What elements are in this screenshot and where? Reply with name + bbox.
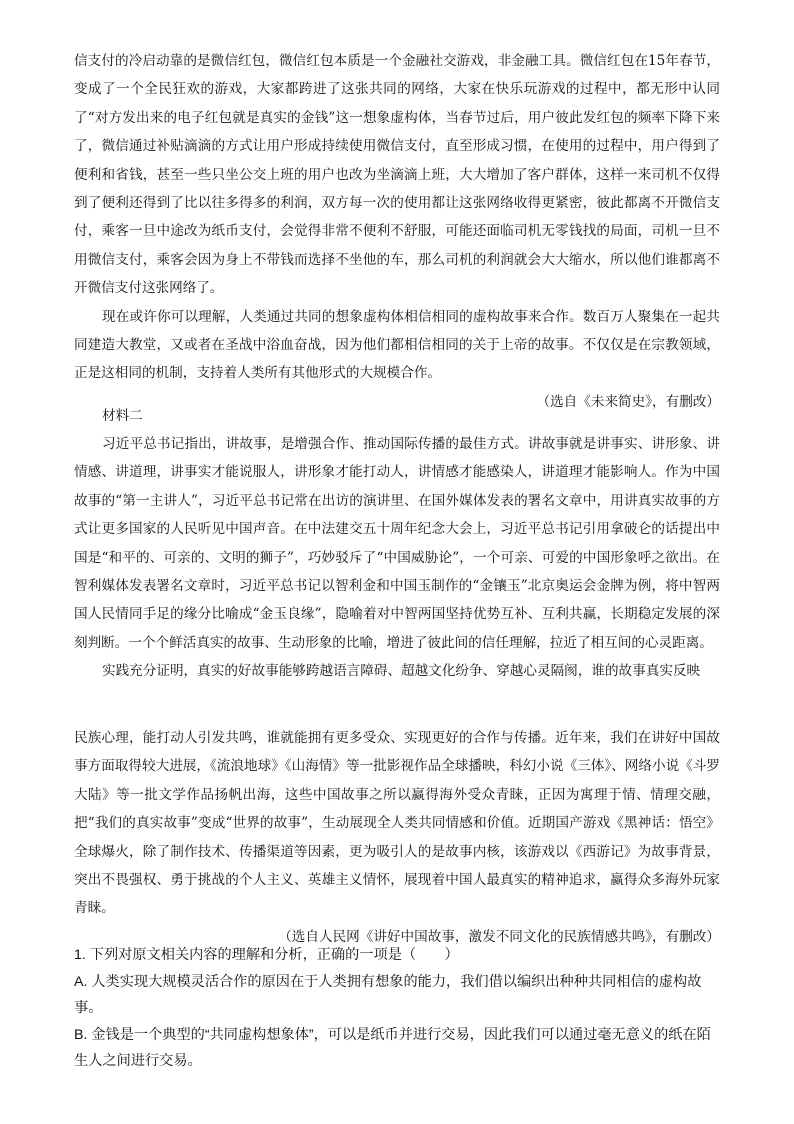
material-one	[74, 47, 720, 416]
material-two-paragraph-1: 习近平总书记指出，讲故事，是增强合作、推动国际传播的最佳方式。讲故事就是讲事实、讲形象、讲情感、讲道理，讲事实才能说服人，讲形象才能打动人，讲情感才能感染人，讲道理才能影响人。作为中国故事的“第一主讲人”，习近平总书记常在出访的演讲里、在国外媒体发表的署名文章中，用讲真实故事的方式让更多国家的人民听见中国声音。在中法建交五十周年纪念大会上，习近平总书记引用拿破仑的话提出中国是“和平的、可亲的、文明的狮子”，巧妙驳斥了“中国威胁论”，一个可亲、可爱的中国形象呼之欲出。在智利媒体发表署名文章时，习近平总书记以智利金和中国玉制作的“金镶玉”北京奥运会金牌为例，将中智两国人民情同手足的缘分比喻成“金玉良缘”，隐喻着对中智两国坚持优势互补、互利共赢，长期稳定发展的深刻判断。一个个鲜活真实的故事、生动形象的比喻，增进了彼此间的信任理解，拉近了相互间的心灵距离。	[74, 436, 720, 651]
material-two	[74, 402, 720, 686]
material-two-source: （选自人民网《讲好中国故事，激发不同文化的民族情感共鸣》，有删改）	[278, 928, 720, 945]
question-1-option-b: B. 金钱是一个典型的“共同虚构想象体”，可以是纸币并进行交易，因此我们可以通过毫无意义的纸在陌生人之间进行交易。	[74, 1026, 711, 1069]
question-1-option-a: A. 人类实现大规模灵活合作的原因在于人类拥有想象的能力，我们借以编织出种种共同相信的虚构故事。	[74, 973, 702, 1016]
material-two-heading: 材料二	[102, 408, 143, 424]
material-two-paragraph-2-rest: 民族心理，能打动人引发共鸣，谁就能拥有更多受众、实现更好的合作与传播。近年来，我们在讲好中国故事方面取得较大进展，《流浪地球》《山海情》等一批影视作品全球播映，科幻小说《三体》、网络小说《斗罗大陆》等一批文学作品扬帆出海，这些中国故事之所以赢得海外受众青睐，正因为寓理于情、情理交融，把“我们的真实故事”变成“世界的故事”，生动展现全人类共同情感和价值。近期国产游戏《黑神话：悟空》全球爆火，除了制作技术、传播渠道等因素，更为吸引人的是故事内核，该游戏以《西游记》为故事背景，突出不畏强权、勇于挑战的个人主义、英雄主义情怀，展现着中国人最真实的精神追求，赢得众多海外玩家青睐。	[74, 730, 720, 917]
material-one-paragraph-1: 信支付的冷启动靠的是微信红包，微信红包本质是一个金融社交游戏，非金融工具。微信红包在15年春节，变成了一个全民狂欢的游戏，大家都跨进了这张共同的网络，大家在快乐玩游戏的过程中，都无形中认同了“对方发出来的电子红包就是真实的金钱”这一想象虚构体，当春节过后，用户彼此发红包的频率下降下来了，微信通过补贴滴滴的方式让用户形成持续使用微信支付，直至形成习惯，在使用的过程中，用户得到了便利和省钱，甚至一些只坐公交上班的用户也改为坐滴滴上班，大大增加了客户群体，这样一来司机不仅得到了便利还得到了比以往多得多的利润，双方每一次的使用都让这张网络收得更紧密，彼此都离不开微信支付，乘客一旦中途改为纸币支付，会觉得非常不便利不舒服，可能还面临司机无零钱找的局面，司机一旦不用微信支付，乘客会因为身上不带钱而选择不坐他的车，那么司机的利润就会大大缩水，所以他们谁都离不开微信支付这张网络了。	[74, 53, 720, 297]
material-one-source: （选自《未来简史》，有删改）	[536, 393, 720, 410]
question-1	[74, 942, 720, 1075]
question-1-stem: 1. 下列对原文相关内容的理解和分析，正确的一项是（ ）	[74, 947, 459, 963]
material-one-paragraph-2: 现在或许你可以理解，人类通过共同的想象虚构体相信相同的虚构故事来合作。数百万人聚集在一起共同建造大教堂，又或者在圣战中浴血奋战，因为他们都相信相同的关于上帝的故事。不仅仅是在宗教领域，正是这相同的机制，支持着人类所有其他形式的大规模合作。	[74, 308, 720, 382]
material-two-continued	[74, 724, 720, 951]
material-two-paragraph-2-start: 实践充分证明，真实的好故事能够跨越语言障碍、超越文化纷争、穿越心灵隔阂，谁的故事真实反映	[102, 663, 701, 680]
